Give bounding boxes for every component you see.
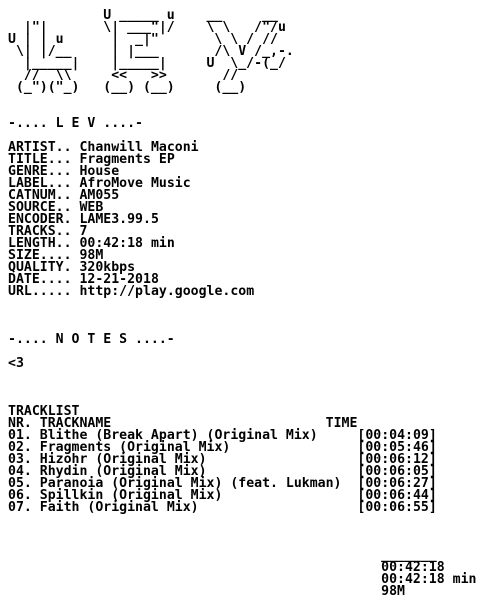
info-value: 7 [79,224,88,239]
info-key: TRACKS.. [8,224,72,239]
track-name: Hizohr (Original Mix) [39,452,207,467]
track-name: Spillkin (Original Mix) [39,488,223,503]
notes-header: -.... N O T E S ....- [8,332,175,347]
track-name: Blithe (Break Apart) (Original Mix) [39,428,318,443]
track-name: Faith (Original Mix) [39,500,199,515]
track-time: [00:06:12] [357,452,437,467]
info-key: SOURCE.. [8,200,72,215]
track-number: 07. [8,500,32,515]
track-number: 01. [8,428,32,443]
track-name: Paranoia (Original Mix) (feat. Lukman) [39,476,342,491]
info-value: 12-21-2018 [79,272,159,287]
info-key: SIZE.... [8,248,72,263]
info-value: 320kbps [79,260,136,275]
tracklist-header-name: TRACKNAME [39,416,112,431]
logo-line: |"| \| ___"|/ \ \ /"/u [8,20,286,35]
info-key: LENGTH.. [8,236,72,251]
track-number: 05. [8,476,32,491]
logo-line: U | | u | _|" \ \ / // [8,32,278,47]
info-key: LABEL... [8,176,72,191]
info-key: DATE.... [8,272,72,287]
info-value: WEB [79,200,104,215]
totals-divider: _______ [381,548,437,563]
track-time: [00:06:55] [357,500,437,515]
info-value: 98M [79,248,104,263]
track-time: [00:06:05] [357,464,437,479]
info-value: AfroMove Music [79,176,191,191]
track-number: 03. [8,452,32,467]
track-time: [00:06:27] [357,476,437,491]
logo-line: // \\ << >> // [8,68,239,83]
info-key: URL..... [8,284,72,299]
logo-line: \| |/__ | |___ /\ V /_,-. [8,44,294,59]
tracklist-title: TRACKLIST [8,404,80,419]
track-number: 04. [8,464,32,479]
section-header: -.... L E V ....- [8,116,143,131]
total-size: 98M [381,584,405,599]
info-value: AM055 [79,188,120,203]
logo-line: (_")("_) (__) (__) (__) [8,80,247,95]
info-key: TITLE... [8,152,72,167]
info-row [8,286,478,298]
logo-line: U _____ u __ __ [8,8,278,23]
info-key: ENCODER. [8,212,72,227]
track-time: [00:05:46] [357,440,437,455]
tracklist-header-time: TIME [325,416,358,431]
track-name: Fragments (Original Mix) [39,440,231,455]
track-time: [00:06:44] [357,488,437,503]
track-name: Rhydin (Original Mix) [39,464,207,479]
tracklist-header-nr: NR. [8,416,32,431]
track-number: 02. [8,440,32,455]
info-value: House [79,164,120,179]
nfo-document [8,10,478,598]
notes-text: <3 [8,356,24,371]
info-value: Fragments EP [79,152,175,167]
info-value: LAME3.99.5 [79,212,159,227]
logo-line: |_____| |_____| U \_/-(_/ [8,56,286,71]
info-key: QUALITY. [8,260,72,275]
info-key: ARTIST.. [8,140,72,155]
track-time: [00:04:09] [357,428,437,443]
info-key: GENRE... [8,164,72,179]
total-length: 00:42:18 min [381,572,477,587]
info-value: http://play.google.com [79,284,255,299]
info-key: CATNUM.. [8,188,72,203]
track-row [8,502,478,514]
total-time: 00:42:18 [381,560,445,575]
info-value: Chanwill Maconi [79,140,199,155]
track-number: 06. [8,488,32,503]
info-value: 00:42:18 min [79,236,175,251]
